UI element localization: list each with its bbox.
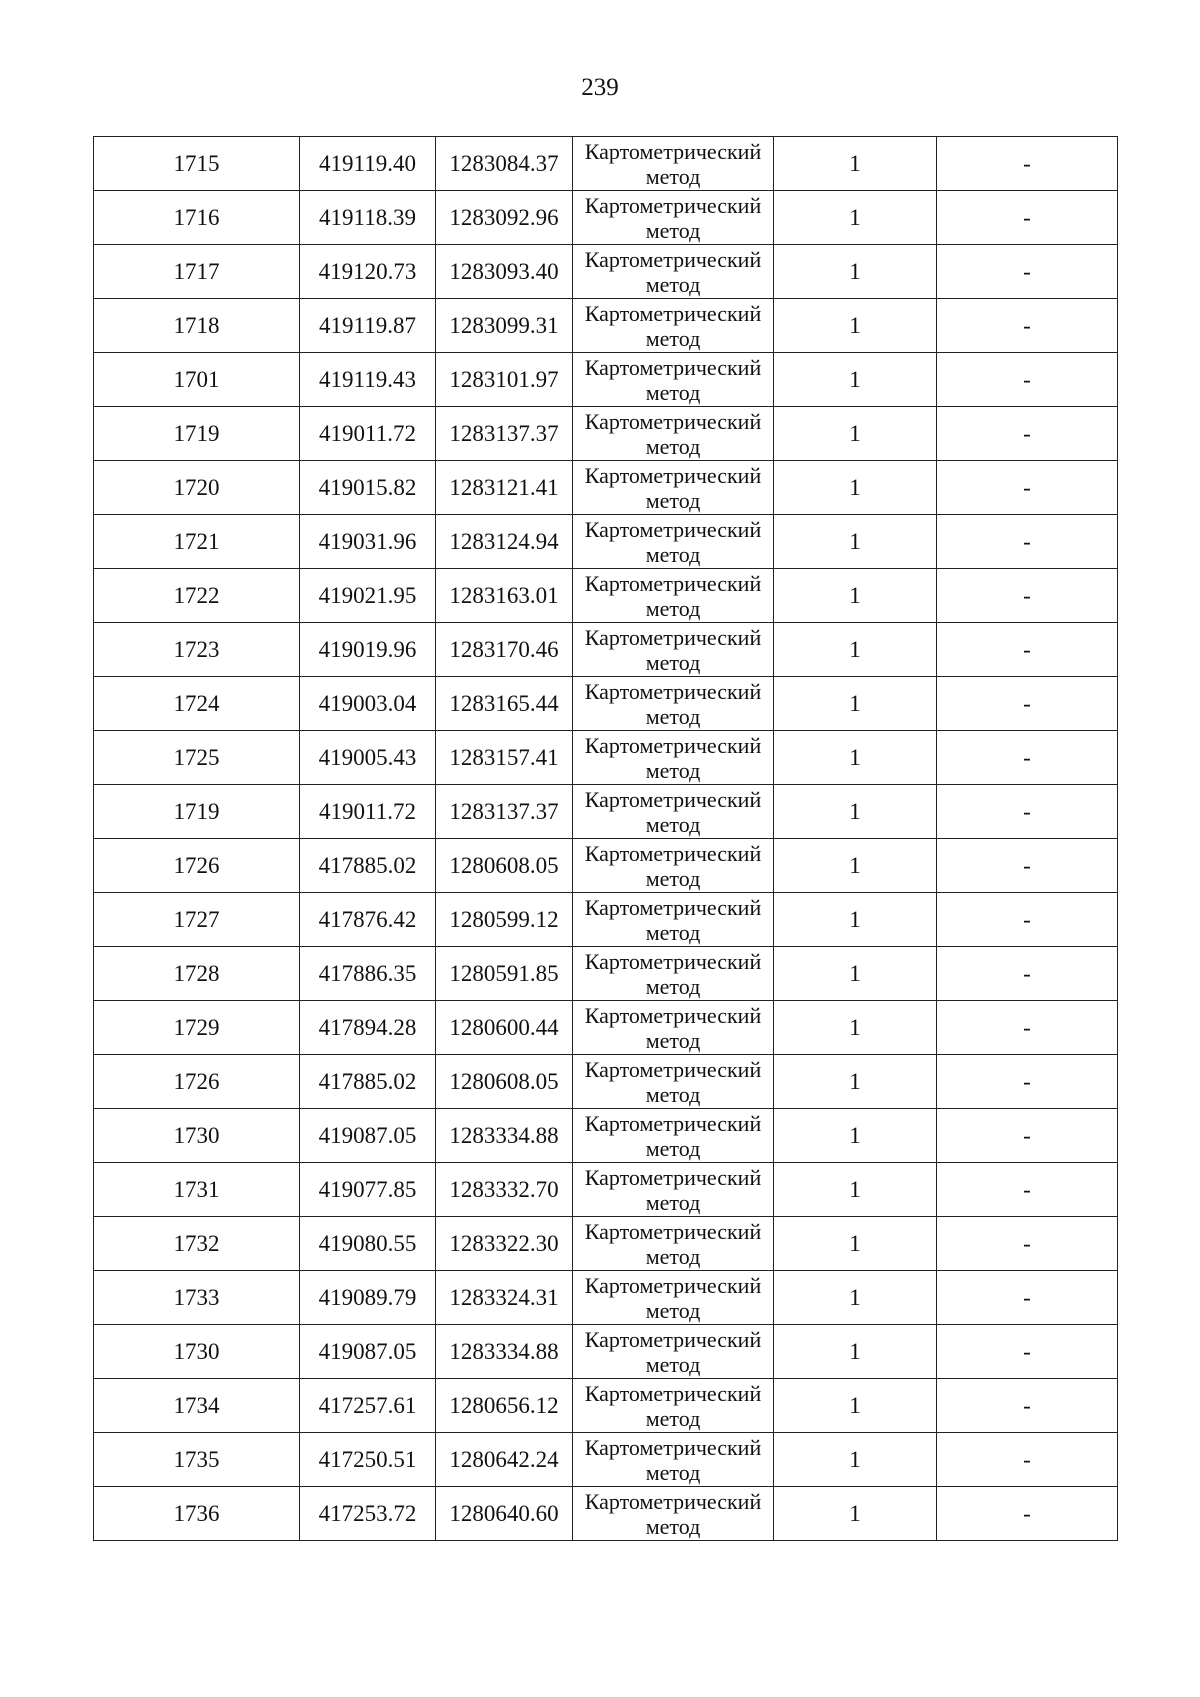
x-coordinate-cell: 419118.39: [300, 191, 436, 245]
note-cell: -: [937, 1055, 1118, 1109]
note-cell: -: [937, 569, 1118, 623]
method-cell: [573, 1217, 774, 1271]
x-coordinate-cell: 417876.42: [300, 893, 436, 947]
accuracy-cell: 1: [774, 191, 937, 245]
y-coordinate-cell: 1280591.85: [436, 947, 573, 1001]
method-line-1: Картометрический: [584, 300, 762, 326]
method-line-1: Картометрический: [584, 1002, 762, 1028]
method-cell: [573, 947, 774, 1001]
point-number-cell: 1726: [94, 1055, 300, 1109]
method-line-2: метод: [645, 1459, 701, 1485]
table-row: [94, 731, 1118, 785]
accuracy-cell: 1: [774, 461, 937, 515]
method-line-1: Картометрический: [584, 1110, 762, 1136]
method-line-2: метод: [645, 541, 701, 567]
point-number-cell: 1717: [94, 245, 300, 299]
y-coordinate-cell: 1280608.05: [436, 1055, 573, 1109]
accuracy-cell: 1: [774, 353, 937, 407]
point-number-cell: 1733: [94, 1271, 300, 1325]
method-line-2: метод: [645, 595, 701, 621]
y-coordinate-cell: 1280656.12: [436, 1379, 573, 1433]
note-cell: -: [937, 1109, 1118, 1163]
x-coordinate-cell: 419077.85: [300, 1163, 436, 1217]
table-row: [94, 1217, 1118, 1271]
method-line-2: метод: [645, 1513, 701, 1539]
y-coordinate-cell: 1283137.37: [436, 785, 573, 839]
table-row: [94, 893, 1118, 947]
table-row: [94, 947, 1118, 1001]
accuracy-cell: 1: [774, 245, 937, 299]
accuracy-cell: 1: [774, 893, 937, 947]
point-number-cell: 1731: [94, 1163, 300, 1217]
coordinates-table: [93, 136, 1118, 1541]
method-cell: [573, 677, 774, 731]
point-number-cell: 1724: [94, 677, 300, 731]
table-row: [94, 677, 1118, 731]
point-number-cell: 1728: [94, 947, 300, 1001]
note-cell: -: [937, 299, 1118, 353]
table-row: [94, 1379, 1118, 1433]
accuracy-cell: 1: [774, 515, 937, 569]
table-row: [94, 191, 1118, 245]
note-cell: -: [937, 1163, 1118, 1217]
table-row: [94, 299, 1118, 353]
method-line-1: Картометрический: [584, 516, 762, 542]
method-line-1: Картометрический: [584, 408, 762, 434]
note-cell: -: [937, 947, 1118, 1001]
table-row: [94, 461, 1118, 515]
point-number-cell: 1729: [94, 1001, 300, 1055]
accuracy-cell: 1: [774, 839, 937, 893]
method-line-1: Картометрический: [584, 894, 762, 920]
method-cell: [573, 623, 774, 677]
y-coordinate-cell: 1283322.30: [436, 1217, 573, 1271]
note-cell: -: [937, 461, 1118, 515]
note-cell: -: [937, 1001, 1118, 1055]
y-coordinate-cell: 1283157.41: [436, 731, 573, 785]
note-cell: -: [937, 1217, 1118, 1271]
note-cell: -: [937, 1433, 1118, 1487]
method-line-2: метод: [645, 433, 701, 459]
x-coordinate-cell: 417886.35: [300, 947, 436, 1001]
method-line-1: Картометрический: [584, 138, 762, 164]
method-line-1: Картометрический: [584, 1056, 762, 1082]
method-line-1: Картометрический: [584, 840, 762, 866]
point-number-cell: 1723: [94, 623, 300, 677]
x-coordinate-cell: 417257.61: [300, 1379, 436, 1433]
x-coordinate-cell: 419120.73: [300, 245, 436, 299]
point-number-cell: 1721: [94, 515, 300, 569]
note-cell: -: [937, 407, 1118, 461]
table-row: [94, 1109, 1118, 1163]
method-line-1: Картометрический: [584, 948, 762, 974]
method-cell: [573, 407, 774, 461]
table-body: [94, 137, 1118, 1541]
y-coordinate-cell: 1280608.05: [436, 839, 573, 893]
table-row: [94, 1163, 1118, 1217]
x-coordinate-cell: 417250.51: [300, 1433, 436, 1487]
method-cell: [573, 299, 774, 353]
table-row: [94, 515, 1118, 569]
x-coordinate-cell: 419015.82: [300, 461, 436, 515]
accuracy-cell: 1: [774, 569, 937, 623]
method-cell: [573, 1487, 774, 1541]
table-row: [94, 839, 1118, 893]
x-coordinate-cell: 419005.43: [300, 731, 436, 785]
point-number-cell: 1701: [94, 353, 300, 407]
y-coordinate-cell: 1283332.70: [436, 1163, 573, 1217]
table-row: [94, 623, 1118, 677]
x-coordinate-cell: 419011.72: [300, 407, 436, 461]
x-coordinate-cell: 417885.02: [300, 1055, 436, 1109]
y-coordinate-cell: 1283334.88: [436, 1109, 573, 1163]
table-row: [94, 1433, 1118, 1487]
method-line-2: метод: [645, 703, 701, 729]
note-cell: -: [937, 137, 1118, 191]
x-coordinate-cell: 419031.96: [300, 515, 436, 569]
y-coordinate-cell: 1283124.94: [436, 515, 573, 569]
y-coordinate-cell: 1283101.97: [436, 353, 573, 407]
method-line-2: метод: [645, 649, 701, 675]
point-number-cell: 1730: [94, 1109, 300, 1163]
method-line-1: Картометрический: [584, 1434, 762, 1460]
accuracy-cell: 1: [774, 1379, 937, 1433]
note-cell: -: [937, 785, 1118, 839]
method-line-1: Картометрический: [584, 1164, 762, 1190]
point-number-cell: 1718: [94, 299, 300, 353]
note-cell: -: [937, 1379, 1118, 1433]
point-number-cell: 1727: [94, 893, 300, 947]
method-cell: [573, 1109, 774, 1163]
accuracy-cell: 1: [774, 1271, 937, 1325]
point-number-cell: 1722: [94, 569, 300, 623]
method-cell: [573, 353, 774, 407]
method-line-2: метод: [645, 271, 701, 297]
page-number: 239: [581, 74, 619, 101]
x-coordinate-cell: 419011.72: [300, 785, 436, 839]
method-cell: [573, 1271, 774, 1325]
note-cell: -: [937, 893, 1118, 947]
y-coordinate-cell: 1283121.41: [436, 461, 573, 515]
x-coordinate-cell: 419080.55: [300, 1217, 436, 1271]
method-cell: [573, 569, 774, 623]
method-line-1: Картометрический: [584, 246, 762, 272]
y-coordinate-cell: 1283099.31: [436, 299, 573, 353]
point-number-cell: 1725: [94, 731, 300, 785]
point-number-cell: 1719: [94, 785, 300, 839]
accuracy-cell: 1: [774, 1487, 937, 1541]
note-cell: -: [937, 623, 1118, 677]
method-line-1: Картометрический: [584, 786, 762, 812]
method-line-2: метод: [645, 865, 701, 891]
method-line-2: метод: [645, 757, 701, 783]
x-coordinate-cell: 419087.05: [300, 1325, 436, 1379]
point-number-cell: 1719: [94, 407, 300, 461]
accuracy-cell: 1: [774, 623, 937, 677]
y-coordinate-cell: 1283170.46: [436, 623, 573, 677]
method-cell: [573, 137, 774, 191]
table-row: [94, 1271, 1118, 1325]
x-coordinate-cell: 419119.87: [300, 299, 436, 353]
point-number-cell: 1732: [94, 1217, 300, 1271]
method-cell: [573, 1379, 774, 1433]
accuracy-cell: 1: [774, 1217, 937, 1271]
table-row: [94, 137, 1118, 191]
point-number-cell: 1734: [94, 1379, 300, 1433]
point-number-cell: 1736: [94, 1487, 300, 1541]
table-row: [94, 245, 1118, 299]
note-cell: -: [937, 1325, 1118, 1379]
method-line-2: метод: [645, 1297, 701, 1323]
method-line-1: Картометрический: [584, 732, 762, 758]
table-row: [94, 353, 1118, 407]
method-line-1: Картометрический: [584, 1326, 762, 1352]
accuracy-cell: 1: [774, 299, 937, 353]
note-cell: -: [937, 1271, 1118, 1325]
method-line-1: Картометрический: [584, 1218, 762, 1244]
note-cell: -: [937, 1487, 1118, 1541]
method-line-2: метод: [645, 1405, 701, 1431]
method-cell: [573, 1001, 774, 1055]
method-line-2: метод: [645, 919, 701, 945]
method-cell: [573, 515, 774, 569]
method-line-2: метод: [645, 1243, 701, 1269]
method-line-1: Картометрический: [584, 354, 762, 380]
table-row: [94, 407, 1118, 461]
method-cell: [573, 785, 774, 839]
point-number-cell: 1720: [94, 461, 300, 515]
method-line-1: Картометрический: [584, 192, 762, 218]
point-number-cell: 1730: [94, 1325, 300, 1379]
accuracy-cell: 1: [774, 1055, 937, 1109]
method-line-2: метод: [645, 973, 701, 999]
x-coordinate-cell: 417885.02: [300, 839, 436, 893]
method-line-2: метод: [645, 1351, 701, 1377]
accuracy-cell: 1: [774, 1109, 937, 1163]
method-line-1: Картометрический: [584, 678, 762, 704]
method-line-1: Картометрический: [584, 1488, 762, 1514]
method-line-2: метод: [645, 1135, 701, 1161]
accuracy-cell: 1: [774, 731, 937, 785]
accuracy-cell: 1: [774, 677, 937, 731]
accuracy-cell: 1: [774, 1433, 937, 1487]
y-coordinate-cell: 1280640.60: [436, 1487, 573, 1541]
note-cell: -: [937, 191, 1118, 245]
x-coordinate-cell: 417253.72: [300, 1487, 436, 1541]
method-line-2: метод: [645, 1081, 701, 1107]
y-coordinate-cell: 1283165.44: [436, 677, 573, 731]
point-number-cell: 1735: [94, 1433, 300, 1487]
note-cell: -: [937, 731, 1118, 785]
y-coordinate-cell: 1283163.01: [436, 569, 573, 623]
method-line-2: метод: [645, 217, 701, 243]
x-coordinate-cell: 419089.79: [300, 1271, 436, 1325]
point-number-cell: 1715: [94, 137, 300, 191]
accuracy-cell: 1: [774, 785, 937, 839]
method-line-2: метод: [645, 379, 701, 405]
accuracy-cell: 1: [774, 1325, 937, 1379]
note-cell: -: [937, 353, 1118, 407]
note-cell: -: [937, 839, 1118, 893]
x-coordinate-cell: 419119.43: [300, 353, 436, 407]
accuracy-cell: 1: [774, 407, 937, 461]
method-line-1: Картометрический: [584, 462, 762, 488]
note-cell: -: [937, 245, 1118, 299]
accuracy-cell: 1: [774, 1001, 937, 1055]
method-cell: [573, 839, 774, 893]
method-cell: [573, 1325, 774, 1379]
method-cell: [573, 893, 774, 947]
y-coordinate-cell: 1280642.24: [436, 1433, 573, 1487]
y-coordinate-cell: 1283084.37: [436, 137, 573, 191]
accuracy-cell: 1: [774, 947, 937, 1001]
method-cell: [573, 1433, 774, 1487]
method-cell: [573, 731, 774, 785]
method-line-1: Картометрический: [584, 1272, 762, 1298]
y-coordinate-cell: 1280599.12: [436, 893, 573, 947]
method-line-1: Картометрический: [584, 1380, 762, 1406]
accuracy-cell: 1: [774, 137, 937, 191]
method-line-2: метод: [645, 487, 701, 513]
method-line-1: Картометрический: [584, 570, 762, 596]
method-line-2: метод: [645, 325, 701, 351]
x-coordinate-cell: 419003.04: [300, 677, 436, 731]
method-line-2: метод: [645, 163, 701, 189]
note-cell: -: [937, 515, 1118, 569]
method-cell: [573, 1055, 774, 1109]
table-row: [94, 1325, 1118, 1379]
method-line-2: метод: [645, 1027, 701, 1053]
y-coordinate-cell: 1283093.40: [436, 245, 573, 299]
y-coordinate-cell: 1283324.31: [436, 1271, 573, 1325]
x-coordinate-cell: 419019.96: [300, 623, 436, 677]
table-row: [94, 569, 1118, 623]
table-row: [94, 785, 1118, 839]
method-cell: [573, 461, 774, 515]
x-coordinate-cell: 419119.40: [300, 137, 436, 191]
table-row: [94, 1001, 1118, 1055]
method-line-2: метод: [645, 1189, 701, 1215]
accuracy-cell: 1: [774, 1163, 937, 1217]
table-row: [94, 1487, 1118, 1541]
x-coordinate-cell: 417894.28: [300, 1001, 436, 1055]
method-line-1: Картометрический: [584, 624, 762, 650]
x-coordinate-cell: 419087.05: [300, 1109, 436, 1163]
method-line-2: метод: [645, 811, 701, 837]
point-number-cell: 1716: [94, 191, 300, 245]
y-coordinate-cell: 1283137.37: [436, 407, 573, 461]
method-cell: [573, 1163, 774, 1217]
method-cell: [573, 245, 774, 299]
y-coordinate-cell: 1283334.88: [436, 1325, 573, 1379]
x-coordinate-cell: 419021.95: [300, 569, 436, 623]
y-coordinate-cell: 1280600.44: [436, 1001, 573, 1055]
point-number-cell: 1726: [94, 839, 300, 893]
method-cell: [573, 191, 774, 245]
note-cell: -: [937, 677, 1118, 731]
table-row: [94, 1055, 1118, 1109]
y-coordinate-cell: 1283092.96: [436, 191, 573, 245]
